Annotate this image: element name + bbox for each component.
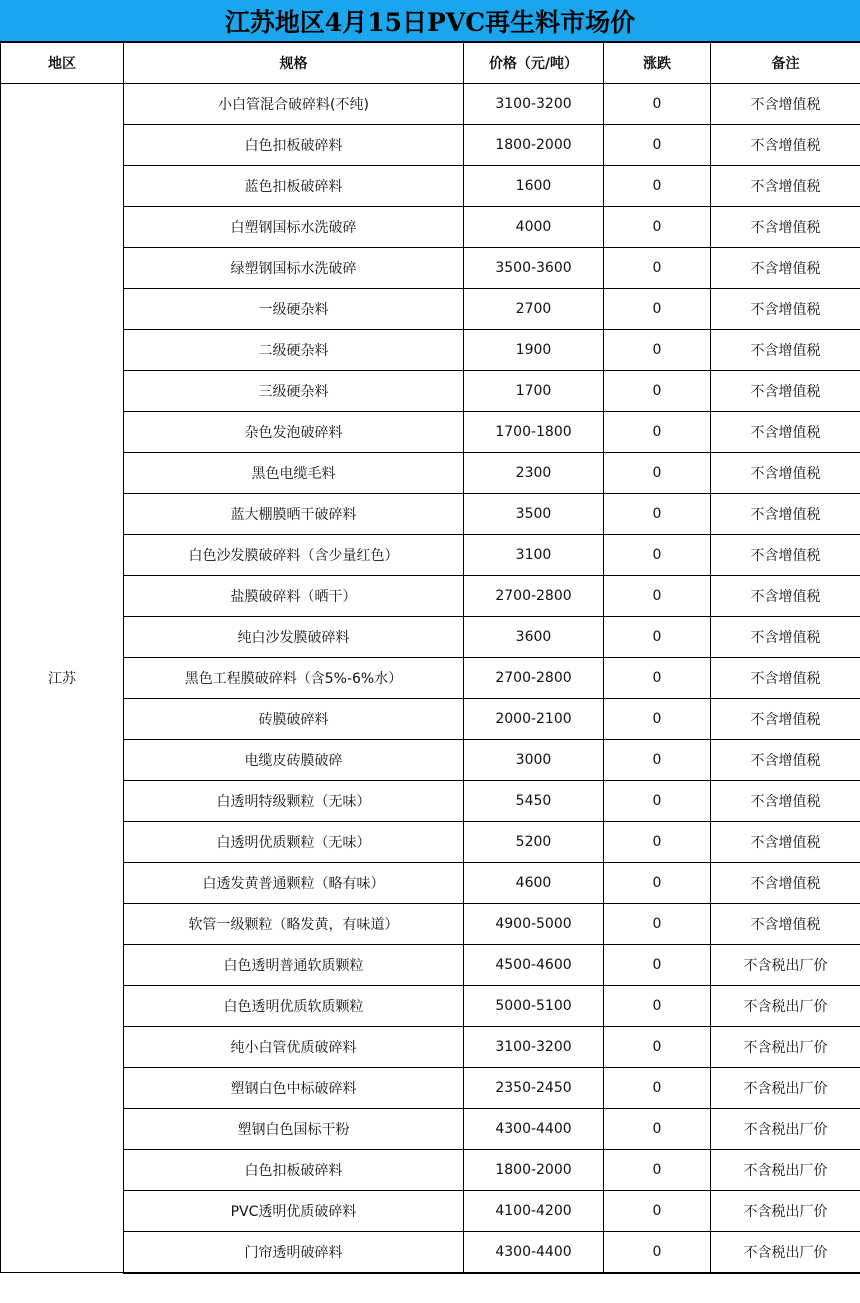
note-cell: 不含增值税 — [711, 699, 860, 740]
note-cell: 不含税出厂价 — [711, 1150, 860, 1191]
table-row — [1, 1068, 860, 1109]
price-cell: 3500 — [464, 494, 604, 535]
price-table — [0, 42, 860, 1274]
note-cell: 不含增值税 — [711, 617, 860, 658]
price-cell: 5200 — [464, 822, 604, 863]
spec-cell: 三级硬杂料 — [124, 371, 464, 412]
change-cell: 0 — [604, 781, 711, 822]
spec-cell: 纯白沙发膜破碎料 — [124, 617, 464, 658]
spec-cell: 塑钢白色国标干粉 — [124, 1109, 464, 1150]
price-cell: 3600 — [464, 617, 604, 658]
spec-cell: 白色扣板破碎料 — [124, 1150, 464, 1191]
table-row — [1, 1191, 860, 1232]
table-row — [1, 453, 860, 494]
price-cell: 5000-5100 — [464, 986, 604, 1027]
price-cell: 4300-4400 — [464, 1232, 604, 1273]
price-cell: 1800-2000 — [464, 1150, 604, 1191]
note-cell: 不含税出厂价 — [711, 945, 860, 986]
header-spec: 规格 — [124, 43, 464, 84]
note-cell: 不含税出厂价 — [711, 1109, 860, 1150]
price-cell: 1600 — [464, 166, 604, 207]
price-cell: 4100-4200 — [464, 1191, 604, 1232]
price-cell: 2700 — [464, 289, 604, 330]
table-row — [1, 248, 860, 289]
price-cell: 4300-4400 — [464, 1109, 604, 1150]
price-cell: 3500-3600 — [464, 248, 604, 289]
table-row — [1, 658, 860, 699]
note-cell: 不含增值税 — [711, 166, 860, 207]
change-cell: 0 — [604, 1068, 711, 1109]
spec-cell: 白色沙发膜破碎料（含少量红色） — [124, 535, 464, 576]
change-cell: 0 — [604, 84, 711, 125]
spec-cell: 黑色工程膜破碎料（含5%-6%水） — [124, 658, 464, 699]
change-cell: 0 — [604, 1027, 711, 1068]
change-cell: 0 — [604, 576, 711, 617]
price-cell: 1900 — [464, 330, 604, 371]
change-cell: 0 — [604, 986, 711, 1027]
header-region: 地区 — [1, 43, 124, 84]
spec-cell: 砖膜破碎料 — [124, 699, 464, 740]
table-row — [1, 289, 860, 330]
note-cell: 不含增值税 — [711, 289, 860, 330]
note-cell: 不含增值税 — [711, 822, 860, 863]
price-cell: 2700-2800 — [464, 658, 604, 699]
price-cell: 3100 — [464, 535, 604, 576]
note-cell: 不含增值税 — [711, 207, 860, 248]
note-cell: 不含增值税 — [711, 330, 860, 371]
spec-cell: 软管一级颗粒（略发黄，有味道） — [124, 904, 464, 945]
change-cell: 0 — [604, 945, 711, 986]
note-cell: 不含增值税 — [711, 781, 860, 822]
note-cell: 不含增值税 — [711, 125, 860, 166]
table-row — [1, 494, 860, 535]
note-cell: 不含税出厂价 — [711, 1191, 860, 1232]
spec-cell: PVC透明优质破碎料 — [124, 1191, 464, 1232]
table-row — [1, 1150, 860, 1191]
price-cell: 2350-2450 — [464, 1068, 604, 1109]
price-cell: 2000-2100 — [464, 699, 604, 740]
spec-cell: 绿塑钢国标水洗破碎 — [124, 248, 464, 289]
note-cell: 不含增值税 — [711, 863, 860, 904]
change-cell: 0 — [604, 617, 711, 658]
change-cell: 0 — [604, 1109, 711, 1150]
header-price: 价格（元/吨） — [464, 43, 604, 84]
table-row — [1, 84, 860, 125]
table-row — [1, 699, 860, 740]
price-cell: 3100-3200 — [464, 84, 604, 125]
spec-cell: 白色扣板破碎料 — [124, 125, 464, 166]
change-cell: 0 — [604, 863, 711, 904]
change-cell: 0 — [604, 1232, 711, 1273]
price-cell: 2700-2800 — [464, 576, 604, 617]
table-row — [1, 822, 860, 863]
change-cell: 0 — [604, 371, 711, 412]
change-cell: 0 — [604, 125, 711, 166]
table-row — [1, 412, 860, 453]
price-cell: 4600 — [464, 863, 604, 904]
table-row — [1, 1109, 860, 1150]
table-row — [1, 576, 860, 617]
note-cell: 不含税出厂价 — [711, 1068, 860, 1109]
header-change: 涨跌 — [604, 43, 711, 84]
change-cell: 0 — [604, 658, 711, 699]
price-cell: 4000 — [464, 207, 604, 248]
change-cell: 0 — [604, 166, 711, 207]
change-cell: 0 — [604, 904, 711, 945]
note-cell: 不含增值税 — [711, 412, 860, 453]
spec-cell: 塑钢白色中标破碎料 — [124, 1068, 464, 1109]
spec-cell: 门帘透明破碎料 — [124, 1232, 464, 1273]
note-cell: 不含增值税 — [711, 248, 860, 289]
note-cell: 不含增值税 — [711, 576, 860, 617]
note-cell: 不含税出厂价 — [711, 986, 860, 1027]
spec-cell: 黑色电缆毛料 — [124, 453, 464, 494]
change-cell: 0 — [604, 535, 711, 576]
price-cell: 1800-2000 — [464, 125, 604, 166]
price-cell: 2300 — [464, 453, 604, 494]
table-row — [1, 740, 860, 781]
table-row — [1, 125, 860, 166]
change-cell: 0 — [604, 494, 711, 535]
table-row — [1, 166, 860, 207]
page-title: 江苏地区4月15日PVC再生料市场价 — [0, 0, 860, 42]
table-row — [1, 1232, 860, 1273]
spec-cell: 电缆皮砖膜破碎 — [124, 740, 464, 781]
note-cell: 不含增值税 — [711, 904, 860, 945]
change-cell: 0 — [604, 289, 711, 330]
table-body — [1, 84, 860, 1273]
price-cell: 3000 — [464, 740, 604, 781]
spec-cell: 盐膜破碎料（晒干） — [124, 576, 464, 617]
price-cell: 1700 — [464, 371, 604, 412]
price-cell: 4900-5000 — [464, 904, 604, 945]
table-row — [1, 207, 860, 248]
table-header-row — [1, 43, 860, 84]
spec-cell: 白透明优质颗粒（无味） — [124, 822, 464, 863]
table-row — [1, 863, 860, 904]
price-cell: 4500-4600 — [464, 945, 604, 986]
table-row — [1, 330, 860, 371]
change-cell: 0 — [604, 207, 711, 248]
table-row — [1, 986, 860, 1027]
spec-cell: 蓝色扣板破碎料 — [124, 166, 464, 207]
spec-cell: 白色透明优质软质颗粒 — [124, 986, 464, 1027]
note-cell: 不含税出厂价 — [711, 1027, 860, 1068]
spec-cell: 白透明特级颗粒（无味） — [124, 781, 464, 822]
change-cell: 0 — [604, 1191, 711, 1232]
spec-cell: 一级硬杂料 — [124, 289, 464, 330]
note-cell: 不含增值税 — [711, 371, 860, 412]
table-row — [1, 371, 860, 412]
region-cell: 江苏 — [1, 84, 124, 1273]
spec-cell: 纯小白管优质破碎料 — [124, 1027, 464, 1068]
table-row — [1, 945, 860, 986]
note-cell: 不含增值税 — [711, 494, 860, 535]
change-cell: 0 — [604, 453, 711, 494]
spec-cell: 白塑钢国标水洗破碎 — [124, 207, 464, 248]
spec-cell: 白色透明普通软质颗粒 — [124, 945, 464, 986]
price-cell: 5450 — [464, 781, 604, 822]
header-note: 备注 — [711, 43, 860, 84]
spec-cell: 二级硬杂料 — [124, 330, 464, 371]
note-cell: 不含增值税 — [711, 535, 860, 576]
table-row — [1, 781, 860, 822]
table-row — [1, 904, 860, 945]
price-cell: 3100-3200 — [464, 1027, 604, 1068]
note-cell: 不含增值税 — [711, 84, 860, 125]
change-cell: 0 — [604, 1150, 711, 1191]
change-cell: 0 — [604, 330, 711, 371]
note-cell: 不含增值税 — [711, 740, 860, 781]
table-row — [1, 1027, 860, 1068]
spec-cell: 小白管混合破碎料(不纯) — [124, 84, 464, 125]
table-row — [1, 535, 860, 576]
change-cell: 0 — [604, 822, 711, 863]
change-cell: 0 — [604, 412, 711, 453]
change-cell: 0 — [604, 699, 711, 740]
note-cell: 不含增值税 — [711, 658, 860, 699]
spec-cell: 蓝大棚膜晒干破碎料 — [124, 494, 464, 535]
spec-cell: 杂色发泡破碎料 — [124, 412, 464, 453]
note-cell: 不含税出厂价 — [711, 1232, 860, 1273]
note-cell: 不含增值税 — [711, 453, 860, 494]
change-cell: 0 — [604, 740, 711, 781]
table-row — [1, 617, 860, 658]
price-cell: 1700-1800 — [464, 412, 604, 453]
spec-cell: 白透发黄普通颗粒（略有味） — [124, 863, 464, 904]
change-cell: 0 — [604, 248, 711, 289]
